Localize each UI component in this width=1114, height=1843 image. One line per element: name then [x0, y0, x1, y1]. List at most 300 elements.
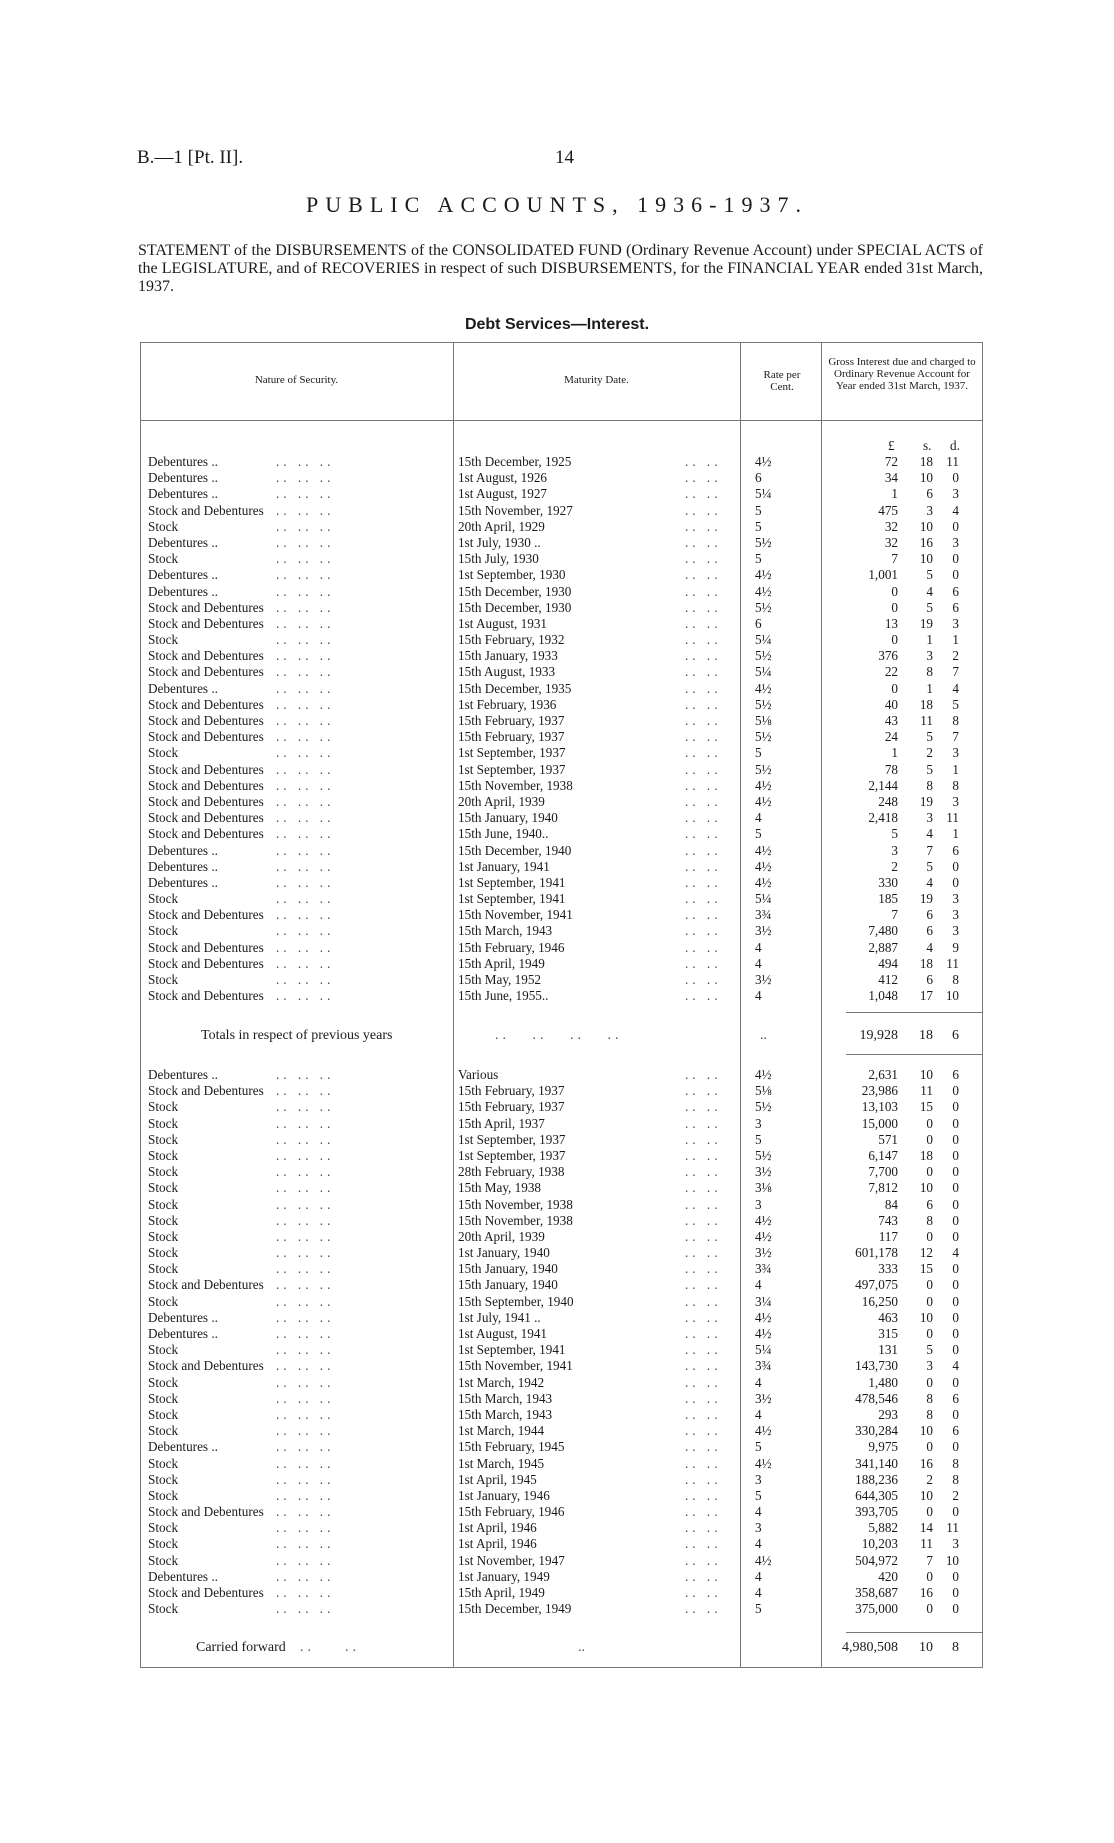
leader-dots: .. .. ..: [276, 1083, 335, 1099]
subtotal-rule: [846, 1054, 982, 1055]
leader-dots: .. .. ..: [276, 1520, 335, 1536]
shillings-cell: 0: [926, 1439, 933, 1455]
pounds-cell: 333: [878, 1261, 898, 1277]
rate-cell: 5: [755, 502, 762, 518]
shillings-cell: 5: [926, 1342, 933, 1358]
shillings-cell: 4: [926, 583, 933, 599]
shillings-cell: 18: [919, 454, 933, 469]
pounds-cell: 412: [878, 972, 898, 987]
leader-dots: .. .. ..: [276, 1067, 335, 1082]
pence-cell: 10: [945, 988, 959, 1004]
security-cell: Stock: [148, 1164, 179, 1180]
leader-dots: .. ..: [685, 729, 722, 745]
security-cell: Stock and Debentures: [148, 907, 264, 923]
rate-cell: 3⅛: [755, 1180, 772, 1196]
pence-cell: 4: [952, 680, 959, 696]
shillings-cell: 16: [919, 534, 933, 550]
leader-dots: .. ..: [685, 1568, 722, 1584]
table-row: [140, 729, 983, 745]
maturity-cell: 15th January, 1940: [458, 810, 558, 826]
security-cell: Stock and Debentures: [148, 615, 264, 631]
table-row: [140, 1456, 983, 1472]
security-cell: Stock: [148, 1131, 179, 1147]
leader-dots: .. ..: [685, 518, 722, 534]
maturity-cell: 20th April, 1929: [458, 518, 545, 534]
pence-cell: 0: [952, 1083, 959, 1099]
shillings-cell: 16: [919, 1455, 933, 1471]
rate-cell: 3¼: [755, 1293, 772, 1309]
security-cell: Stock: [148, 1342, 179, 1358]
shillings-cell: 14: [919, 1520, 933, 1536]
table-row: [140, 1520, 983, 1536]
leader-dots: .. .. ..: [276, 1261, 335, 1277]
rate-cell: 5½: [755, 534, 772, 550]
leader-dots: .. ..: [685, 907, 722, 923]
security-cell: Stock: [148, 1455, 179, 1471]
maturity-cell: 15th November, 1941: [458, 907, 573, 923]
rate-cell: 4: [755, 939, 762, 955]
leader-dots: .. ..: [685, 1423, 722, 1439]
leader-dots: .. ..: [685, 599, 722, 615]
shillings-cell: 10: [919, 470, 933, 486]
leader-dots: .. .. ..: [276, 599, 335, 615]
shillings-cell: 0: [926, 1277, 933, 1293]
shillings-cell: 8: [926, 664, 933, 680]
pence-cell: 6: [952, 583, 959, 599]
security-cell: Stock and Debentures: [148, 955, 264, 971]
pounds-cell: 188,236: [855, 1471, 898, 1487]
shillings-cell: 8: [926, 1406, 933, 1422]
table-row: [140, 632, 983, 648]
maturity-cell: 1st September, 1941: [458, 1342, 566, 1358]
pence-cell: 0: [952, 858, 959, 874]
table-row: [140, 1229, 983, 1245]
leader-dots: .. ..: [685, 745, 722, 761]
pounds-cell: 40: [884, 696, 898, 712]
leader-dots: .. .. ..: [276, 680, 335, 696]
security-cell: Stock and Debentures: [148, 1083, 264, 1099]
table-row: [140, 1099, 983, 1115]
pounds-cell: 2,631: [868, 1067, 898, 1082]
leader-dots: .. ..: [685, 1067, 722, 1082]
shillings-cell: 0: [926, 1374, 933, 1390]
leader-dots: .. ..: [685, 1439, 722, 1455]
security-cell: Stock: [148, 1390, 179, 1406]
carried-forward-row: [140, 1640, 983, 1658]
leader-dots: .. .. ..: [276, 648, 335, 664]
rate-cell: 4½: [755, 583, 772, 599]
table-row: [140, 1213, 983, 1229]
leader-dots: .. ..: [685, 1277, 722, 1293]
security-cell: Stock: [148, 1374, 179, 1390]
pounds-cell: 24: [884, 729, 898, 745]
security-cell: Debentures ..: [148, 874, 218, 890]
pence-cell: 5: [952, 696, 959, 712]
security-cell: Stock and Debentures: [148, 713, 264, 728]
leader-dots: .. ..: [685, 1083, 722, 1099]
rate-cell: 5¼: [755, 632, 772, 648]
maturity-cell: 1st March, 1942: [458, 1374, 545, 1390]
maturity-cell: 1st August, 1926: [458, 470, 548, 486]
security-cell: Stock: [148, 1520, 179, 1536]
table-row: [140, 503, 983, 519]
table-row: [140, 1326, 983, 1342]
maturity-cell: 1st July, 1941 ..: [458, 1309, 541, 1325]
rate-cell: 5½: [755, 696, 772, 712]
pence-cell: 7: [952, 664, 959, 680]
leader-dots: .. .. ..: [276, 810, 335, 826]
security-cell: Stock: [148, 1115, 179, 1131]
security-cell: Debentures ..: [148, 1067, 218, 1082]
table-row: [140, 794, 983, 810]
leader-dots: .. .. ..: [276, 534, 335, 550]
leader-dots: .. .. ..: [276, 1423, 335, 1439]
pence-cell: 11: [946, 454, 959, 469]
rate-cell: 3¾: [755, 1358, 772, 1374]
leader-dots: .. ..: [685, 874, 722, 890]
security-cell: Stock: [148, 972, 179, 987]
security-cell: Debentures ..: [148, 842, 218, 858]
leader-dots: .. .. ..: [276, 1552, 335, 1568]
maturity-cell: 1st September, 1941: [458, 874, 566, 890]
shillings-cell: 12: [919, 1245, 933, 1261]
shillings-cell: 11: [920, 1536, 933, 1552]
maturity-cell: 15th January, 1940: [458, 1277, 558, 1293]
page-title: PUBLIC ACCOUNTS, 1936-1937.: [306, 192, 808, 217]
maturity-cell: 15th December, 1930: [458, 583, 572, 599]
rate-cell: 4½: [755, 454, 772, 469]
rate-cell: 5¼: [755, 1342, 772, 1358]
pounds-cell: 84: [884, 1196, 898, 1212]
table-row: [140, 891, 983, 907]
pence-cell: 0: [952, 1131, 959, 1147]
security-cell: Debentures ..: [148, 858, 218, 874]
table-top-rule: [140, 342, 983, 343]
pounds-cell: 248: [878, 793, 898, 809]
rate-cell: 4: [755, 1585, 762, 1600]
rate-cell: 4: [755, 1374, 762, 1390]
security-cell: Debentures ..: [148, 680, 218, 696]
leader-dots: .. ..: [685, 583, 722, 599]
security-cell: Stock: [148, 745, 179, 761]
pounds-cell: 293: [878, 1406, 898, 1422]
pounds-cell: 22: [884, 664, 898, 680]
maturity-cell: 15th November, 1938: [458, 1212, 573, 1228]
leader-dots: .. ..: [685, 454, 722, 469]
pence-cell: 0: [952, 551, 959, 567]
leader-dots: .. .. ..: [276, 713, 335, 728]
security-cell: Stock: [148, 1293, 179, 1309]
maturity-cell: 1st January, 1940: [458, 1245, 550, 1261]
table-row: [140, 1083, 983, 1099]
pence-cell: 11: [946, 810, 959, 826]
shillings-cell: 15: [919, 1099, 933, 1115]
security-cell: Stock and Debentures: [148, 988, 264, 1004]
leader-dots: .. .. .. ..: [495, 1028, 623, 1043]
leader-dots: .. .. ..: [276, 1099, 335, 1115]
pence-cell: 0: [952, 567, 959, 583]
leader-dots: .. .. ..: [276, 842, 335, 858]
rate-cell: 5½: [755, 599, 772, 615]
rate-cell: 5: [755, 826, 762, 842]
maturity-cell: 28th February, 1938: [458, 1164, 565, 1180]
section-heading: Debt Services—Interest.: [464, 316, 650, 333]
rate-cell: 4: [755, 1568, 762, 1584]
security-cell: Stock and Debentures: [148, 1585, 264, 1600]
table-row: [140, 1261, 983, 1277]
table-row: [140, 1245, 983, 1261]
maturity-cell: 15th April, 1949: [458, 955, 545, 971]
rate-cell: 4: [755, 1536, 762, 1552]
rate-cell: 4½: [755, 1228, 772, 1244]
rate-cell: 5: [755, 551, 762, 567]
leader-dots: .. .. ..: [276, 729, 335, 745]
table-row: [140, 1148, 983, 1164]
shillings-cell: 0: [926, 1164, 933, 1180]
table-row: [140, 972, 983, 988]
shillings-cell: 6: [926, 923, 933, 939]
table-row: [140, 470, 983, 486]
maturity-cell: 15th March, 1943: [458, 1406, 553, 1422]
leader-dots: .. .. ..: [276, 470, 335, 486]
security-cell: Debentures ..: [148, 1568, 218, 1584]
security-cell: Stock: [148, 632, 179, 648]
rate-cell: 5¼: [755, 891, 772, 907]
rate-cell: 4½: [755, 874, 772, 890]
maturity-cell: 15th May, 1938: [458, 1180, 542, 1196]
pounds-cell: 330: [878, 874, 898, 890]
pence-cell: 0: [952, 1326, 959, 1341]
security-cell: Stock and Debentures: [148, 1504, 264, 1520]
pence-cell: 11: [946, 1520, 959, 1536]
pounds-cell: 644,305: [855, 1487, 898, 1503]
leader-dots: .. .. ..: [276, 1374, 335, 1390]
maturity-cell: 15th February, 1937: [458, 1099, 565, 1115]
col-header-maturity: Maturity Date.: [564, 374, 629, 386]
shillings-cell: 0: [926, 1601, 933, 1617]
table-row: [140, 1164, 983, 1180]
shillings-cell: 6: [926, 972, 933, 987]
table-row: [140, 600, 983, 616]
pounds-cell: 7: [891, 907, 898, 923]
rate-cell: 3: [755, 1471, 762, 1487]
pence-cell: 10: [945, 1552, 959, 1568]
security-cell: Stock: [148, 1406, 179, 1422]
header-rule: [140, 420, 983, 421]
rate-cell: 6: [755, 615, 762, 631]
leader-dots: .. ..: [685, 923, 722, 939]
security-cell: Stock: [148, 1099, 179, 1115]
table-row: [140, 486, 983, 502]
maturity-cell: 1st September, 1937: [458, 761, 566, 777]
maturity-cell: 15th February, 1937: [458, 713, 565, 728]
leader-dots: .. .. ..: [276, 793, 335, 809]
shillings-cell: 18: [919, 955, 933, 971]
pounds-cell: 0: [891, 583, 898, 599]
pounds-cell: 420: [878, 1568, 898, 1584]
leader-dots: .. ..: [685, 1504, 722, 1520]
security-cell: Stock: [148, 1212, 179, 1228]
pounds-cell: 13,103: [861, 1099, 898, 1115]
maturity-cell: 15th May, 1952: [458, 972, 542, 987]
security-cell: Stock: [148, 518, 179, 534]
maturity-cell: 1st August, 1941: [458, 1326, 548, 1341]
pounds-cell: 497,075: [855, 1277, 898, 1293]
table-row: [140, 454, 983, 470]
col-header-interest: Gross Interest due and charged to Ordinary Revenue Account for Year ended 31st March, 1937.: [828, 356, 976, 392]
pounds-cell: 2: [891, 858, 898, 874]
shillings-cell: 19: [919, 891, 933, 907]
security-cell: Debentures ..: [148, 567, 218, 583]
leader-dots: .. ..: [685, 972, 722, 987]
shillings-cell: 10: [919, 1067, 933, 1082]
leader-dots: .. ..: [685, 1309, 722, 1325]
table-row: [140, 1294, 983, 1310]
shillings-cell: 6: [926, 907, 933, 923]
security-cell: Stock and Debentures: [148, 939, 264, 955]
shillings-cell: 11: [920, 713, 933, 728]
shillings-cell: 5: [926, 858, 933, 874]
pence-cell: 2: [952, 648, 959, 664]
total-rule: [846, 1632, 982, 1633]
leader-dots: .. .. ..: [276, 874, 335, 890]
leader-dots: .. ..: [685, 1180, 722, 1196]
maturity-cell: 15th March, 1943: [458, 923, 553, 939]
table-row: [140, 1488, 983, 1504]
maturity-cell: 15th February, 1946: [458, 939, 565, 955]
table-row: [140, 859, 983, 875]
leader-dots: .. ..: [685, 793, 722, 809]
rate-cell: 4: [755, 988, 762, 1004]
maturity-cell: 15th January, 1933: [458, 648, 558, 664]
pence-cell: 2: [952, 1487, 959, 1503]
carried-forward-pence: 8: [952, 1640, 959, 1655]
table-row: [140, 745, 983, 761]
leader-dots: .. .. ..: [276, 486, 335, 502]
maturity-cell: 1st August, 1927: [458, 486, 548, 502]
leader-dots: .. ..: [685, 1471, 722, 1487]
shillings-cell: 10: [919, 1180, 933, 1196]
table-row: [140, 810, 983, 826]
leader-dots: .. .. ..: [276, 1212, 335, 1228]
table-row: [140, 1536, 983, 1552]
security-cell: Stock: [148, 1147, 179, 1163]
pounds-cell: 0: [891, 680, 898, 696]
maturity-cell: 20th April, 1939: [458, 793, 545, 809]
table-row: [140, 1472, 983, 1488]
pounds-cell: 375,000: [855, 1601, 898, 1617]
shillings-cell: 3: [926, 502, 933, 518]
maturity-cell: 1st January, 1946: [458, 1487, 550, 1503]
maturity-cell: 15th August, 1933: [458, 664, 556, 680]
leader-dots: .. ..: [685, 680, 722, 696]
rate-cell: 3: [755, 1115, 762, 1131]
totals-previous-pounds: 19,928: [859, 1028, 898, 1043]
leader-dots: .. .. ..: [276, 551, 335, 567]
shillings-cell: 10: [919, 518, 933, 534]
shillings-cell: 5: [926, 567, 933, 583]
maturity-cell: 1st April, 1945: [458, 1471, 537, 1487]
security-cell: Debentures ..: [148, 1309, 218, 1325]
leader-dots: .. .. ..: [276, 745, 335, 761]
pence-cell: 1: [952, 761, 959, 777]
pence-cell: 1: [952, 826, 959, 842]
leader-dots: .. ..: [685, 534, 722, 550]
pounds-cell: 13: [884, 615, 898, 631]
table-row: [140, 1310, 983, 1326]
shillings-cell: 1: [926, 680, 933, 696]
pence-cell: 0: [952, 1293, 959, 1309]
shillings-cell: 0: [926, 1115, 933, 1131]
table-row: [140, 1342, 983, 1358]
pence-cell: 0: [952, 1601, 959, 1617]
shillings-cell: 0: [926, 1131, 933, 1147]
pounds-cell: 2,887: [868, 939, 898, 955]
security-cell: Stock and Debentures: [148, 599, 264, 615]
shillings-cell: 8: [926, 1212, 933, 1228]
maturity-cell: 1st September, 1930: [458, 567, 566, 583]
table-row: [140, 535, 983, 551]
security-cell: Debentures ..: [148, 583, 218, 599]
leader-dots: .. .. ..: [276, 518, 335, 534]
security-cell: Debentures ..: [148, 1439, 218, 1455]
table-row: [140, 1585, 983, 1601]
carried-forward-shillings: 10: [919, 1640, 933, 1655]
maturity-cell: 15th December, 1930: [458, 599, 572, 615]
leader-dots: .. ..: [685, 1245, 722, 1261]
pence-cell: 8: [952, 713, 959, 728]
leader-dots: .. .. ..: [276, 858, 335, 874]
table-row: [140, 567, 983, 583]
shillings-cell: 0: [926, 1326, 933, 1341]
leader-dots: .. .. ..: [276, 891, 335, 907]
leader-dots: .. ..: [685, 1099, 722, 1115]
pounds-cell: 15,000: [861, 1115, 898, 1131]
pence-cell: 3: [952, 793, 959, 809]
rate-cell: 6: [755, 470, 762, 486]
pounds-cell: 72: [884, 454, 898, 469]
leader-dots: .. ..: [685, 810, 722, 826]
maturity-cell: 1st September, 1941: [458, 891, 566, 907]
rate-cell: 4: [755, 810, 762, 826]
interest-table: [140, 342, 983, 1668]
leader-dots: .. .. ..: [276, 1245, 335, 1261]
shillings-cell: 16: [919, 1585, 933, 1600]
security-cell: Stock: [148, 1245, 179, 1261]
table-row: [140, 1197, 983, 1213]
leader-dots: .. .. ..: [276, 1455, 335, 1471]
unit-pounds: £: [888, 438, 895, 453]
security-cell: Stock and Debentures: [148, 696, 264, 712]
maturity-cell: 15th June, 1940..: [458, 826, 549, 842]
rate-cell: 4½: [755, 777, 772, 793]
leader-dots: .. .. ..: [276, 1358, 335, 1374]
leader-dots: .. .. ..: [276, 1504, 335, 1520]
rate-cell: 3½: [755, 1245, 772, 1261]
pounds-cell: 5: [891, 826, 898, 842]
pounds-cell: 376: [878, 648, 898, 664]
table-row: [140, 988, 983, 1004]
pence-cell: 4: [952, 1245, 959, 1261]
maturity-cell: 1st September, 1937: [458, 745, 566, 761]
table-row: [140, 1601, 983, 1617]
table-row: [140, 826, 983, 842]
security-cell: Stock and Debentures: [148, 810, 264, 826]
rate-cell: 4½: [755, 1552, 772, 1568]
leader-dots: .. ..: [685, 955, 722, 971]
leader-dots: .. .. ..: [276, 1471, 335, 1487]
shillings-cell: 18: [919, 696, 933, 712]
